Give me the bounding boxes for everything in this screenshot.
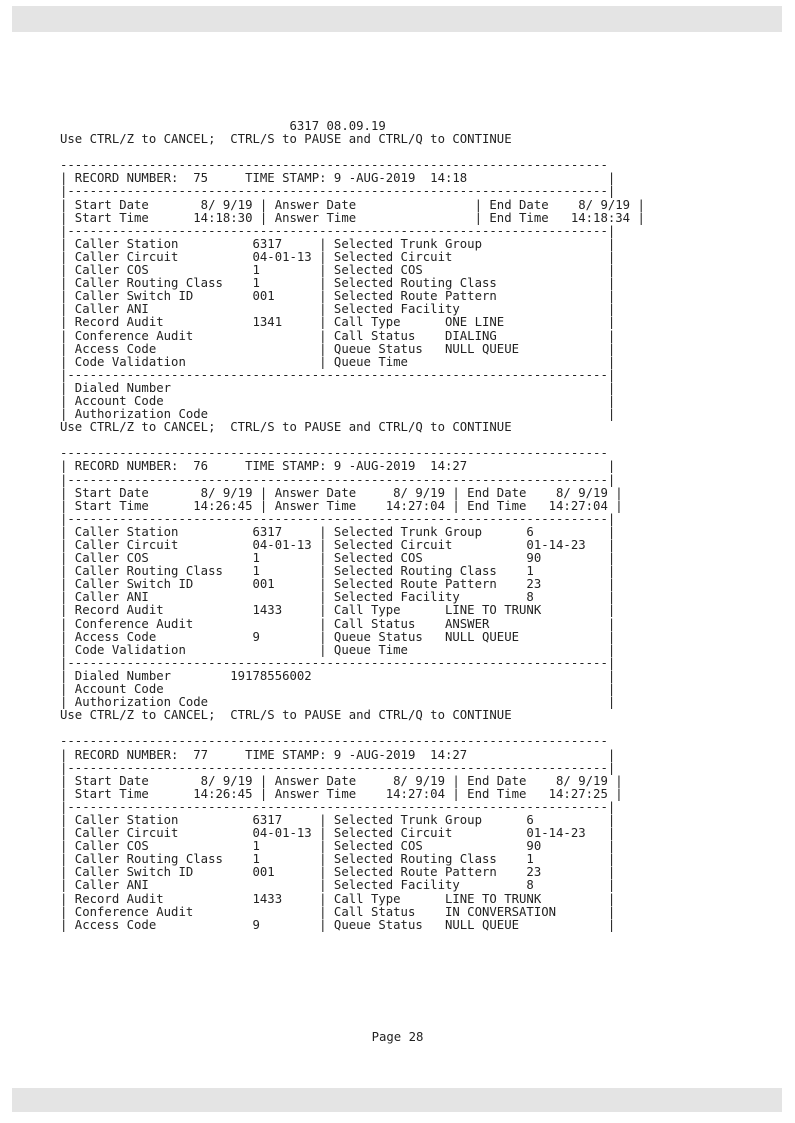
printout-line: |-------------------------------------------------------------------------| <box>60 367 616 382</box>
printout-line: | Conference Audit | Call Status ANSWER | <box>60 616 616 631</box>
scan-bottom-band <box>12 1088 782 1112</box>
printout-line: | Caller Circuit 04-01-13 | Selected Circuit 01-14-23 | <box>60 826 616 841</box>
printout-line: | Start Date 8/ 9/19 | Answer Date 8/ 9/19 | End Date 8/ 9/19 | <box>60 773 623 788</box>
printout-line: | Record Audit 1433 | Call Type LINE TO TRUNK | <box>60 603 616 618</box>
printout-line: | Start Time 14:26:45 | Answer Time 14:27:04 | End Time 14:27:25 | <box>60 786 623 801</box>
printout-line: Use CTRL/Z to CANCEL; CTRL/S to PAUSE and CTRL/Q to CONTINUE <box>60 420 512 435</box>
printout-line: | Caller Switch ID 001 | Selected Route Pattern | <box>60 289 616 304</box>
printout-line: | Caller Station 6317 | Selected Trunk Group 6 | <box>60 812 616 827</box>
printout-line: | Dialed Number | <box>60 380 616 395</box>
printout-line: | Conference Audit | Call Status DIALING | <box>60 328 616 343</box>
printout-line: | Access Code 9 | Queue Status NULL QUEUE | <box>60 629 616 644</box>
printout-line: | Conference Audit | Call Status IN CONVERSATION | <box>60 904 616 919</box>
printout-line: | Code Validation | Queue Time | <box>60 354 616 369</box>
printout-line: | RECORD NUMBER: 77 TIME STAMP: 9 -AUG-2019 14:27 | <box>60 747 616 762</box>
printout-line: | Caller COS 1 | Selected COS | <box>60 263 616 278</box>
printout-line: | Access Code | Queue Status NULL QUEUE | <box>60 341 616 356</box>
printout-line: | Start Date 8/ 9/19 | Answer Date 8/ 9/19 | End Date 8/ 9/19 | <box>60 485 623 500</box>
printout-line: | RECORD NUMBER: 76 TIME STAMP: 9 -AUG-2019 14:27 | <box>60 459 616 474</box>
printout-line: | Caller ANI | Selected Facility 8 | <box>60 878 616 893</box>
printout-line: | Caller Station 6317 | Selected Trunk Group | <box>60 236 616 251</box>
scan-top-band <box>12 6 782 32</box>
printout-line: |-------------------------------------------------------------------------| <box>60 760 616 775</box>
printout-line: |-------------------------------------------------------------------------| <box>60 472 616 487</box>
printout-line: | Caller COS 1 | Selected COS 90 | <box>60 551 616 566</box>
printout-line: Use CTRL/Z to CANCEL; CTRL/S to PAUSE and CTRL/Q to CONTINUE <box>60 708 512 723</box>
printout-line: | Caller Routing Class 1 | Selected Routing Class 1 | <box>60 564 616 579</box>
page-number: Page 28 <box>371 1030 424 1044</box>
printout-line: | RECORD NUMBER: 75 TIME STAMP: 9 -AUG-2019 14:18 | <box>60 171 616 186</box>
printout-line: | Start Date 8/ 9/19 | Answer Date | End Date 8/ 9/19 | <box>60 197 645 212</box>
printout-line: | Caller Station 6317 | Selected Trunk Group 6 | <box>60 524 616 539</box>
printout-line: | Start Time 14:26:45 | Answer Time 14:27:04 | End Time 14:27:04 | <box>60 498 623 513</box>
printout-line: -------------------------------------------------------------------------- <box>60 734 608 749</box>
printout-line: | Authorization Code | <box>60 695 616 710</box>
printout-line: -------------------------------------------------------------------------- <box>60 158 608 173</box>
printout-line: | Caller ANI | Selected Facility 8 | <box>60 590 616 605</box>
printout-line: | Caller Routing Class 1 | Selected Routing Class | <box>60 276 616 291</box>
printout-line: | Authorization Code | <box>60 407 616 422</box>
printout-line: | Code Validation | Queue Time | <box>60 642 616 657</box>
printout-line: | Caller Circuit 04-01-13 | Selected Circuit | <box>60 249 616 264</box>
printout-line: | Caller Circuit 04-01-13 | Selected Circuit 01-14-23 | <box>60 538 616 552</box>
printout-line: | Record Audit 1341 | Call Type ONE LINE | <box>60 315 616 330</box>
printout-line: |-------------------------------------------------------------------------| <box>60 799 616 814</box>
printout-title: 6317 08.09.19 <box>60 119 386 133</box>
printout-line: -------------------------------------------------------------------------- <box>60 446 608 461</box>
printout-line: | Account Code | <box>60 393 616 408</box>
printout-line: | Record Audit 1433 | Call Type LINE TO TRUNK | <box>60 891 616 906</box>
printout-line: | Dialed Number 19178556002 | <box>60 668 616 683</box>
printout-line: | Access Code 9 | Queue Status NULL QUEUE | <box>60 917 616 932</box>
printout-line: | Caller COS 1 | Selected COS 90 | <box>60 839 616 854</box>
printout-line: |-------------------------------------------------------------------------| <box>60 511 616 526</box>
printout-line: | Start Time 14:18:30 | Answer Time | End Time 14:18:34 | <box>60 210 645 225</box>
printout-line: | Caller ANI | Selected Facility | <box>60 302 616 317</box>
printout-line: |-------------------------------------------------------------------------| <box>60 184 616 199</box>
printout-line: |-------------------------------------------------------------------------| <box>60 223 616 238</box>
printout-line: | Account Code | <box>60 682 616 697</box>
printout-line: | Caller Routing Class 1 | Selected Routing Class 1 | <box>60 852 616 867</box>
printout-line: | Caller Switch ID 001 | Selected Route Pattern 23 | <box>60 865 616 880</box>
printout-line: | Caller Switch ID 001 | Selected Route Pattern 23 | <box>60 577 616 592</box>
printout-line: Use CTRL/Z to CANCEL; CTRL/S to PAUSE and CTRL/Q to CONTINUE <box>60 132 512 147</box>
call-record-printout <box>60 120 645 932</box>
printout-line: |-------------------------------------------------------------------------| <box>60 655 616 670</box>
